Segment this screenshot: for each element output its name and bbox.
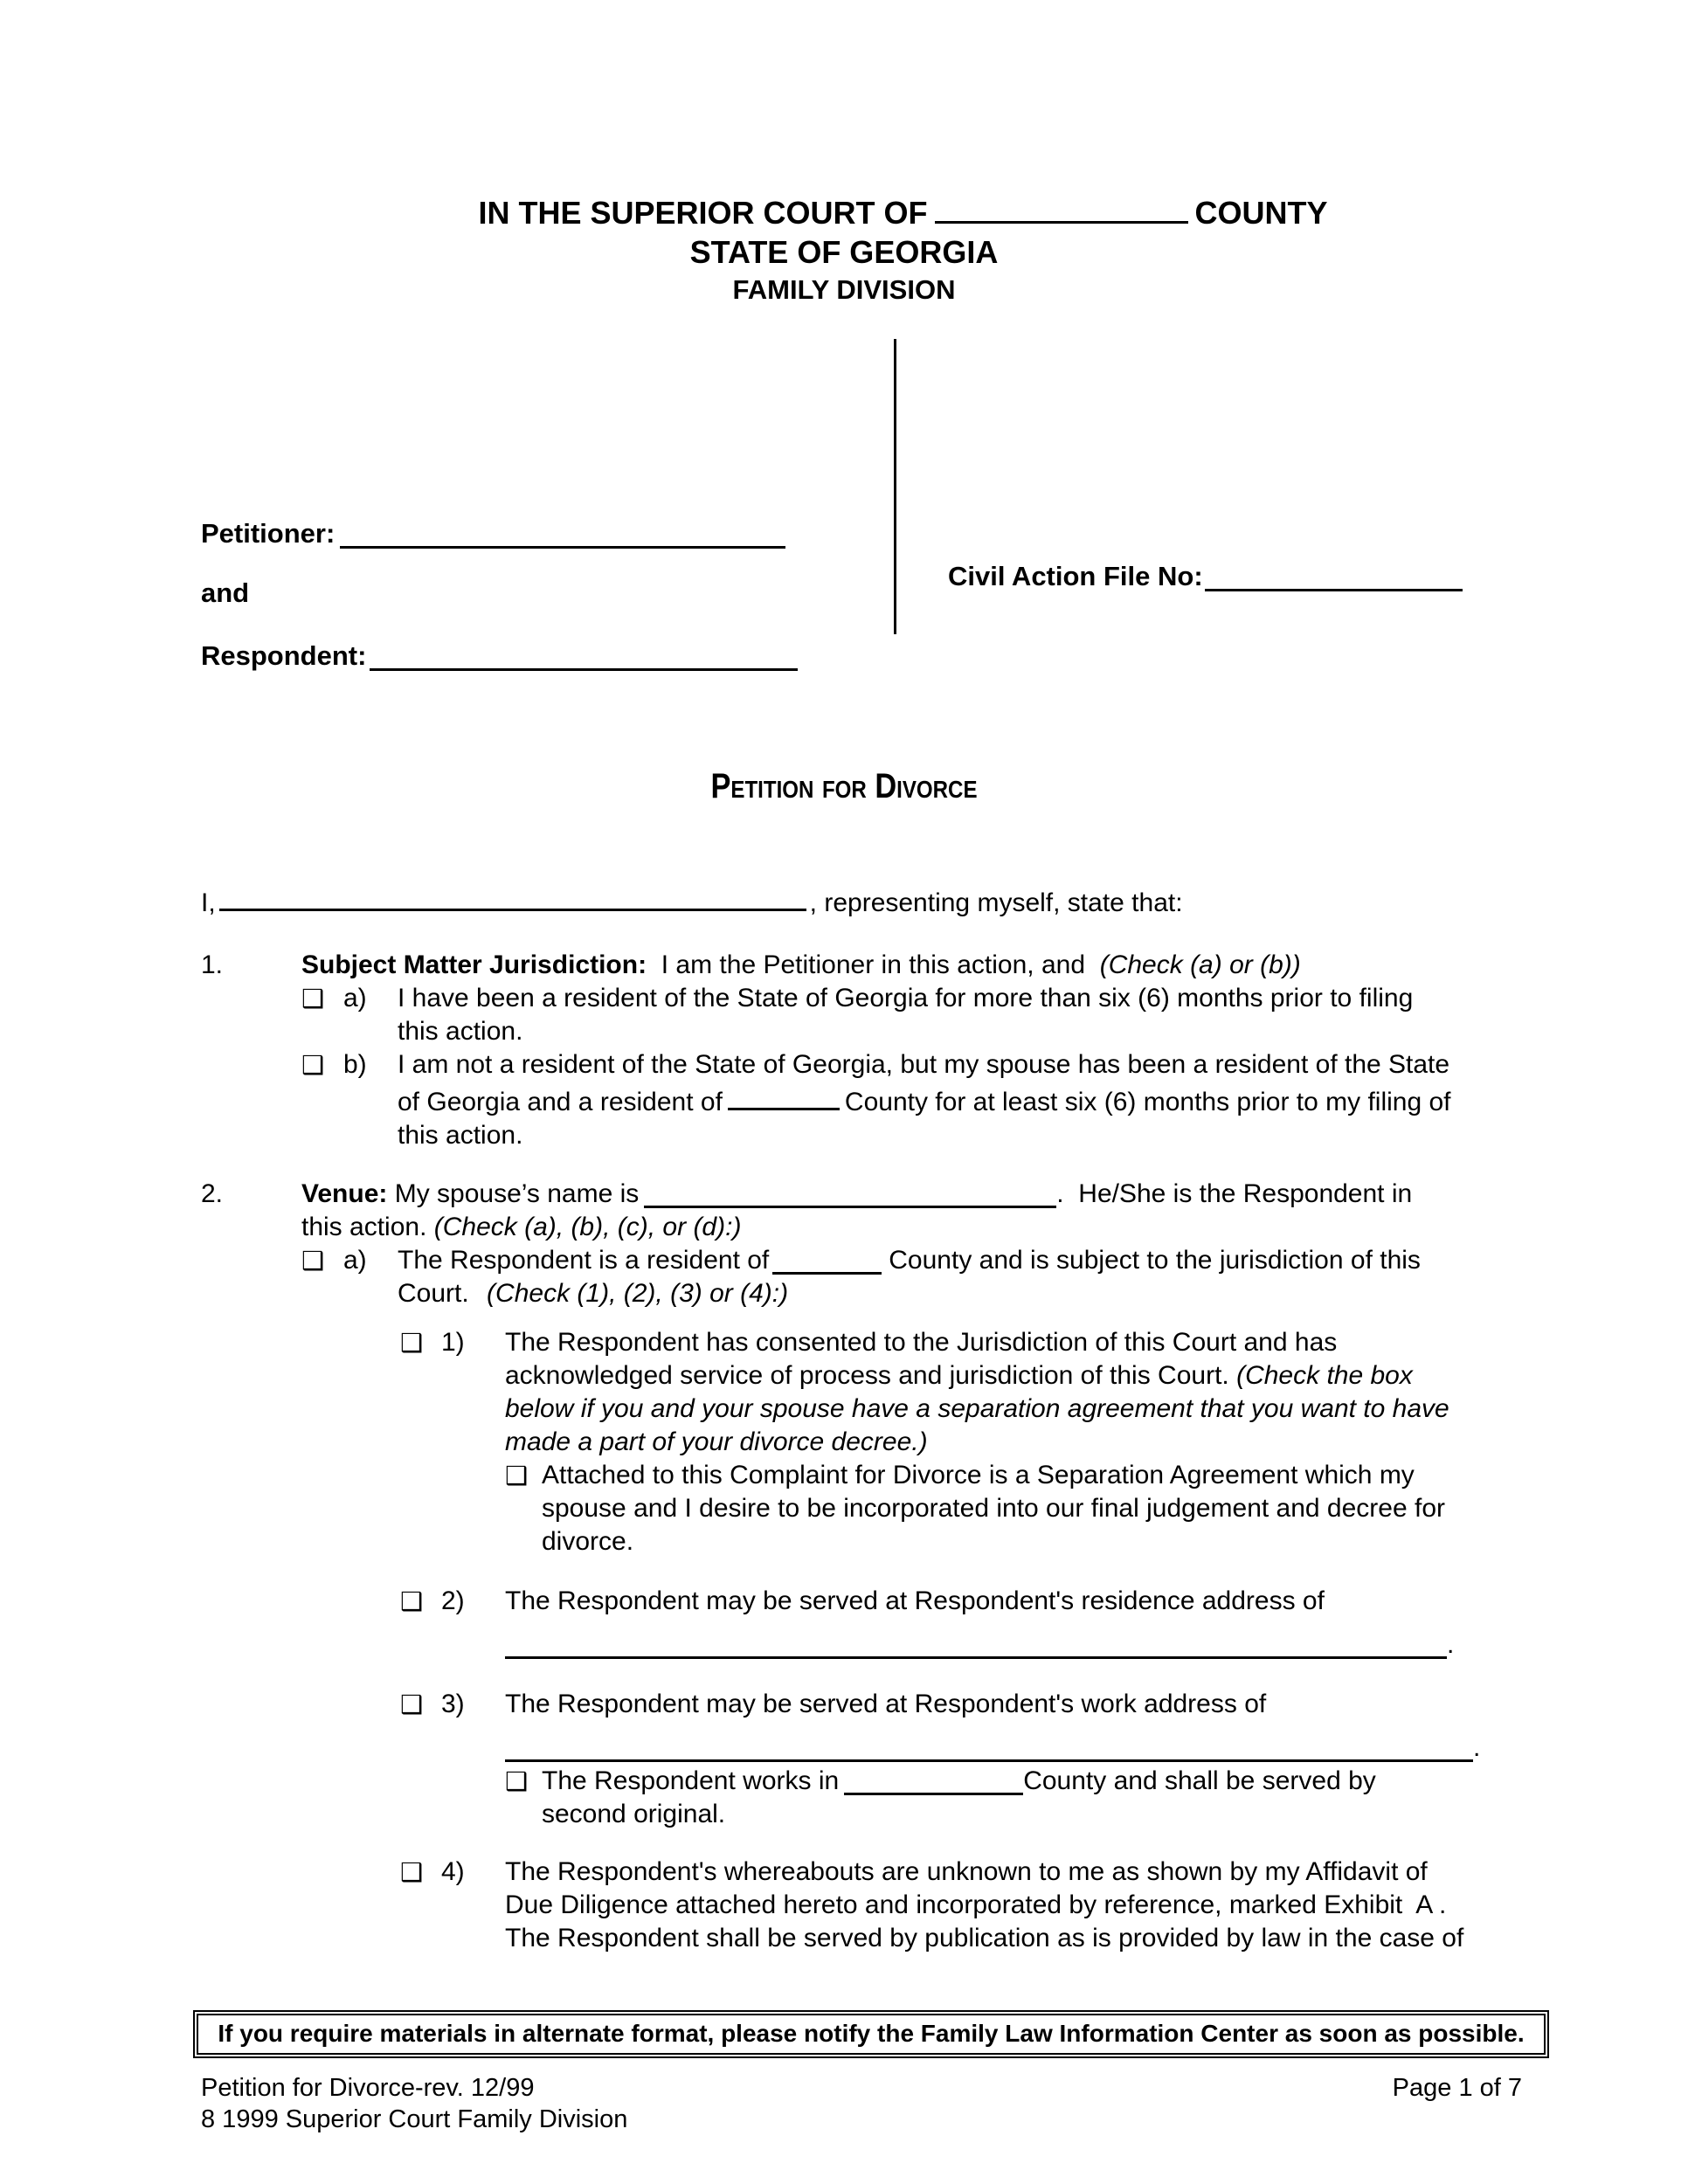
separation-agreement-item <box>505 1459 1568 1559</box>
checkbox-works-in-county[interactable]: ❑ <box>505 1766 528 1796</box>
state-line: STATE OF GEORGIA <box>689 234 999 270</box>
petitioner-name-blank[interactable] <box>340 520 785 549</box>
footer-page-number: Page 1 of 7 <box>1392 2074 1522 2102</box>
works-in-county-line2: second original. <box>542 1800 726 1828</box>
separation-agreement-text <box>542 1459 1568 1559</box>
section2-number: 2. <box>201 1179 224 1208</box>
work-address-blank[interactable] <box>505 1733 1473 1762</box>
item-2a-line1-after: County and is subject to the jurisdiction of this <box>889 1246 1421 1275</box>
subitem-2a4-line1: The Respondent's whereabouts are unknown to me as shown by my Affidavit of <box>505 1857 1428 1886</box>
item-2a-line1-before: The Respondent is a resident of <box>398 1246 770 1275</box>
checkbox-2a-4[interactable]: ❑ <box>400 1857 423 1887</box>
subitem-2a2-number: 2) <box>441 1586 465 1615</box>
subitem-2a1-line3: below if you and your spouse have a separation agreement that you want to have <box>505 1394 1449 1423</box>
item-2a-court: Court. <box>398 1279 469 1308</box>
division-line: FAMILY DIVISION <box>732 274 956 305</box>
intro-prefix: I, <box>201 888 216 917</box>
section2-check-note: (Check (a), (b), (c), or (d):) <box>433 1213 742 1241</box>
page-footer <box>201 2072 1522 2135</box>
item-1a-line1: I have been a resident of the State of Georgia for more than six (6) months prior to filing <box>398 984 1414 1013</box>
intro-line <box>201 882 1183 921</box>
works-in-county-line1 <box>542 1765 1568 1798</box>
civil-action-file-no-blank[interactable] <box>1205 563 1463 591</box>
subitem-2a1-line4: made a part of your divorce decree.) <box>505 1427 928 1456</box>
subitem-2a2-period: . <box>1447 1630 1455 1659</box>
respondent-county-blank[interactable] <box>772 1246 882 1275</box>
court-title-line <box>0 194 1688 232</box>
subitem-2a2-text <box>505 1585 1568 1662</box>
section2-heading <box>201 1178 1568 1211</box>
works-in-after: County and shall be served by <box>1023 1766 1376 1795</box>
checkbox-2a[interactable]: ❑ <box>301 1246 324 1275</box>
item-2a-letter: a) <box>343 1246 367 1275</box>
item-1b-line2-after: County for at least six (6) months prior to my filing of <box>844 1088 1451 1116</box>
subitem-2a1-line1: The Respondent has consented to the Jurisdiction of this Court and has <box>505 1328 1338 1357</box>
and-label: and <box>201 577 250 608</box>
section1-intro: I am the Petitioner in this action, and <box>654 950 1093 979</box>
section2-title: Venue: <box>301 1179 388 1208</box>
subitem-2a4-number: 4) <box>441 1857 465 1886</box>
subitem-2a2-line1: The Respondent may be served at Respondent's residence address of <box>505 1586 1325 1615</box>
item-1b-line1: I am not a resident of the State of Georgia, but my spouse has been a resident of the State <box>398 1050 1450 1079</box>
item-1a <box>301 982 1568 1048</box>
subitem-2a1-number: 1) <box>441 1328 465 1357</box>
item-1b-line2-before: of Georgia and a resident of <box>398 1088 723 1116</box>
subitem-2a3-number: 3) <box>441 1690 465 1718</box>
section2-intro-before: My spouse’s name is <box>387 1179 640 1208</box>
intro-suffix: , representing myself, state that: <box>809 888 1183 917</box>
subitem-2a4-line2: Due Diligence attached hereto and incorporated by reference, marked Exhibit A . <box>505 1890 1447 1919</box>
item-1b-line3: this action. <box>398 1121 523 1150</box>
item-1a-line2: this action. <box>398 1017 523 1046</box>
checkbox-separation-agreement[interactable]: ❑ <box>505 1461 528 1490</box>
subitem-2a4-text <box>505 1856 1568 1955</box>
item-2a-line1 <box>398 1244 1568 1277</box>
works-in-county-item <box>505 1765 1568 1831</box>
residence-address-blank[interactable] <box>505 1630 1447 1659</box>
alternate-format-notice: If you require materials in alternate format, please notify the Family Law Information Center as soon as possible. <box>197 2014 1546 2055</box>
section2-heading-line2 <box>301 1211 1568 1244</box>
item-2a-check-note: (Check (1), (2), (3) or (4):) <box>487 1279 789 1308</box>
court-title-after: COUNTY <box>1194 195 1328 231</box>
checkbox-1a[interactable]: ❑ <box>301 984 324 1013</box>
section1-title: Subject Matter Jurisdiction: <box>301 950 647 979</box>
subitem-2a2-address-row <box>505 1628 1568 1662</box>
item-1b-line2 <box>398 1082 1568 1119</box>
caption-divider-line <box>894 339 896 634</box>
respondent-label: Respondent: <box>201 640 367 671</box>
item-2a-text <box>398 1244 1568 1310</box>
civil-action-label: Civil Action File No: <box>948 561 1203 591</box>
subitem-2a1-line2-italic: (Check the box <box>1236 1361 1413 1390</box>
subitem-2a4 <box>400 1856 1568 1955</box>
footer-left <box>201 2072 627 2135</box>
checkbox-2a-1[interactable]: ❑ <box>400 1328 423 1358</box>
item-1a-letter: a) <box>343 984 367 1013</box>
section1-heading <box>201 949 1568 982</box>
subitem-2a1-text <box>505 1326 1568 1559</box>
respondent-row <box>201 640 798 672</box>
section-subject-matter-jurisdiction <box>201 949 1568 1152</box>
spouse-name-blank[interactable] <box>644 1179 1056 1208</box>
work-county-blank[interactable] <box>844 1766 1023 1795</box>
section2-intro-line2: this action. <box>301 1213 434 1241</box>
item-2a-line2 <box>398 1277 1568 1310</box>
item-1b <box>301 1048 1568 1152</box>
works-in-before: The Respondent works in <box>542 1766 840 1795</box>
separation-agreement-line3: divorce. <box>542 1527 634 1556</box>
section-venue <box>201 1178 1568 1955</box>
respondent-name-blank[interactable] <box>370 642 798 671</box>
section1-check-note: (Check (a) or (b)) <box>1099 950 1301 979</box>
residence-county-blank[interactable] <box>728 1082 840 1110</box>
subitem-2a1-line2 <box>505 1359 1568 1393</box>
petitioner-label: Petitioner: <box>201 518 336 549</box>
petitioner-row <box>201 518 785 549</box>
works-in-county-text <box>542 1765 1568 1831</box>
subitem-2a1-line2-roman: acknowledged service of process and jurisdiction of this Court. <box>505 1361 1237 1390</box>
item-1b-text <box>398 1048 1568 1152</box>
separation-agreement-line1: Attached to this Complaint for Divorce is a Separation Agreement which my <box>542 1461 1415 1489</box>
subitem-2a3-period: . <box>1473 1733 1481 1762</box>
section1-number: 1. <box>201 950 224 979</box>
court-header <box>0 194 1688 308</box>
footer-copyright: 8 1999 Superior Court Family Division <box>201 2105 628 2133</box>
checkbox-1b[interactable]: ❑ <box>301 1050 324 1080</box>
separation-agreement-line2: spouse and I desire to be incorporated into our final judgement and decree for <box>542 1494 1446 1523</box>
item-1a-text <box>398 982 1568 1048</box>
checkbox-2a-3[interactable]: ❑ <box>400 1690 423 1719</box>
footer-doc-revision: Petition for Divorce-rev. 12/99 <box>201 2074 535 2102</box>
civil-action-row <box>948 561 1463 592</box>
subitem-2a3-address-row <box>505 1731 1568 1765</box>
subitem-2a3 <box>400 1688 1568 1831</box>
item-2a <box>301 1244 1568 1310</box>
subitem-2a4-line3: The Respondent shall be served by publication as is provided by law in the case of <box>505 1924 1464 1952</box>
subitem-2a2 <box>400 1585 1568 1662</box>
subitem-2a1 <box>400 1326 1568 1559</box>
section2-intro-after: . He/She is the Respondent in <box>1056 1179 1413 1208</box>
item-1b-letter: b) <box>343 1050 367 1079</box>
subitem-2a3-line1: The Respondent may be served at Respondent's work address of <box>505 1690 1267 1718</box>
subitem-2a3-text <box>505 1688 1568 1831</box>
petitioner-self-name-blank[interactable] <box>219 882 806 911</box>
document-title: Petition for Divorce <box>710 767 978 805</box>
checkbox-2a-2[interactable]: ❑ <box>400 1586 423 1616</box>
county-name-blank[interactable] <box>935 195 1188 224</box>
court-title-before: IN THE SUPERIOR COURT OF <box>478 195 928 231</box>
